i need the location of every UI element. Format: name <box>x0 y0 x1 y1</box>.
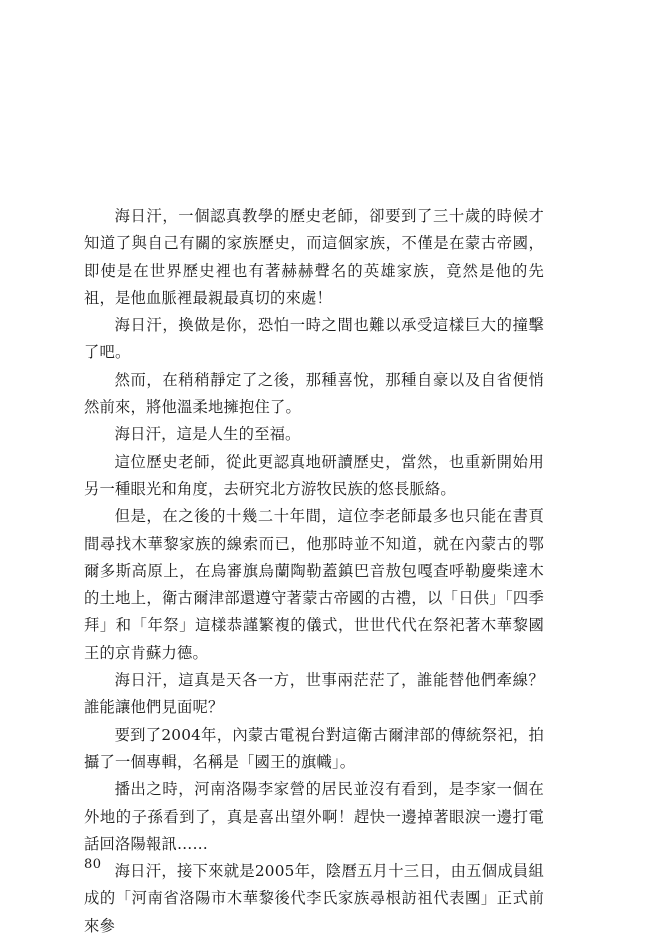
paragraph: 海日汗，這是人生的至福。 <box>114 425 301 444</box>
paragraph: 播出之時，河南洛陽李家營的居民並沒有看到，是李家一個在外地的子孫看到了，真是喜出望外啊！趕快一邊掉著眼淚一邊打電話回洛陽報訊…… <box>84 780 544 853</box>
paragraph: 這位歷史老師，從此更認真地研讀歷史，當然，也重新開始用另一種眼光和角度，去研究北方游牧民族的悠長脈絡。 <box>84 452 544 498</box>
paragraph: 然而，在稍稍靜定了之後，那種喜悅，那種自豪以及自省便悄然前來，將他溫柔地擁抱住了。 <box>84 370 544 417</box>
paragraph: 海日汗，一個認真教學的歷史老師，卻要到了三十歲的時候才知道了與自己有關的家族歷史，而這個家族，不僅是在蒙古帝國，即使是在世界歷史裡也有著赫赫聲名的英雄家族，竟然是他的先祖，是他血脈裡最親最真切的來處！ <box>84 207 544 307</box>
paragraph: 海日汗，接下來就是2005年，陰曆五月十三日，由五個成員組成的「河南省洛陽市木華黎後代李氏家族尋根訪祖代表團」正式前來參 <box>84 862 544 935</box>
paragraph: 海日汗，這真是天各一方，世事兩茫茫了，誰能替他們牽線？誰能讓他們見面呢？ <box>84 671 544 717</box>
paragraph: 海日汗，換做是你，恐怕一時之間也難以承受這樣巨大的撞擊了吧。 <box>84 316 544 362</box>
paragraph: 但是，在之後的十幾二十年間，這位李老師最多也只能在書頁間尋找木華黎家族的線索而已，他那時並不知道，就在內蒙古的鄂爾多斯高原上，在烏審旗烏蘭陶勒蓋鎮巴音敖包嘎查呼勒慶柴達木的土地上，衛古爾津部還遵守著蒙古帝國的古禮，以「日供」「四季拜」和「年祭」這樣恭謹繁複的儀式，世世代代在祭祀著木華黎國王的京肯蘇力德。 <box>84 507 544 662</box>
paragraph: 要到了2004年，內蒙古電視台對這衛古爾津部的傳統祭祀，拍攝了一個專輯，名稱是「國王的旗幟」。 <box>84 725 544 771</box>
page-number: 80 <box>84 857 102 872</box>
body-text <box>84 203 544 940</box>
